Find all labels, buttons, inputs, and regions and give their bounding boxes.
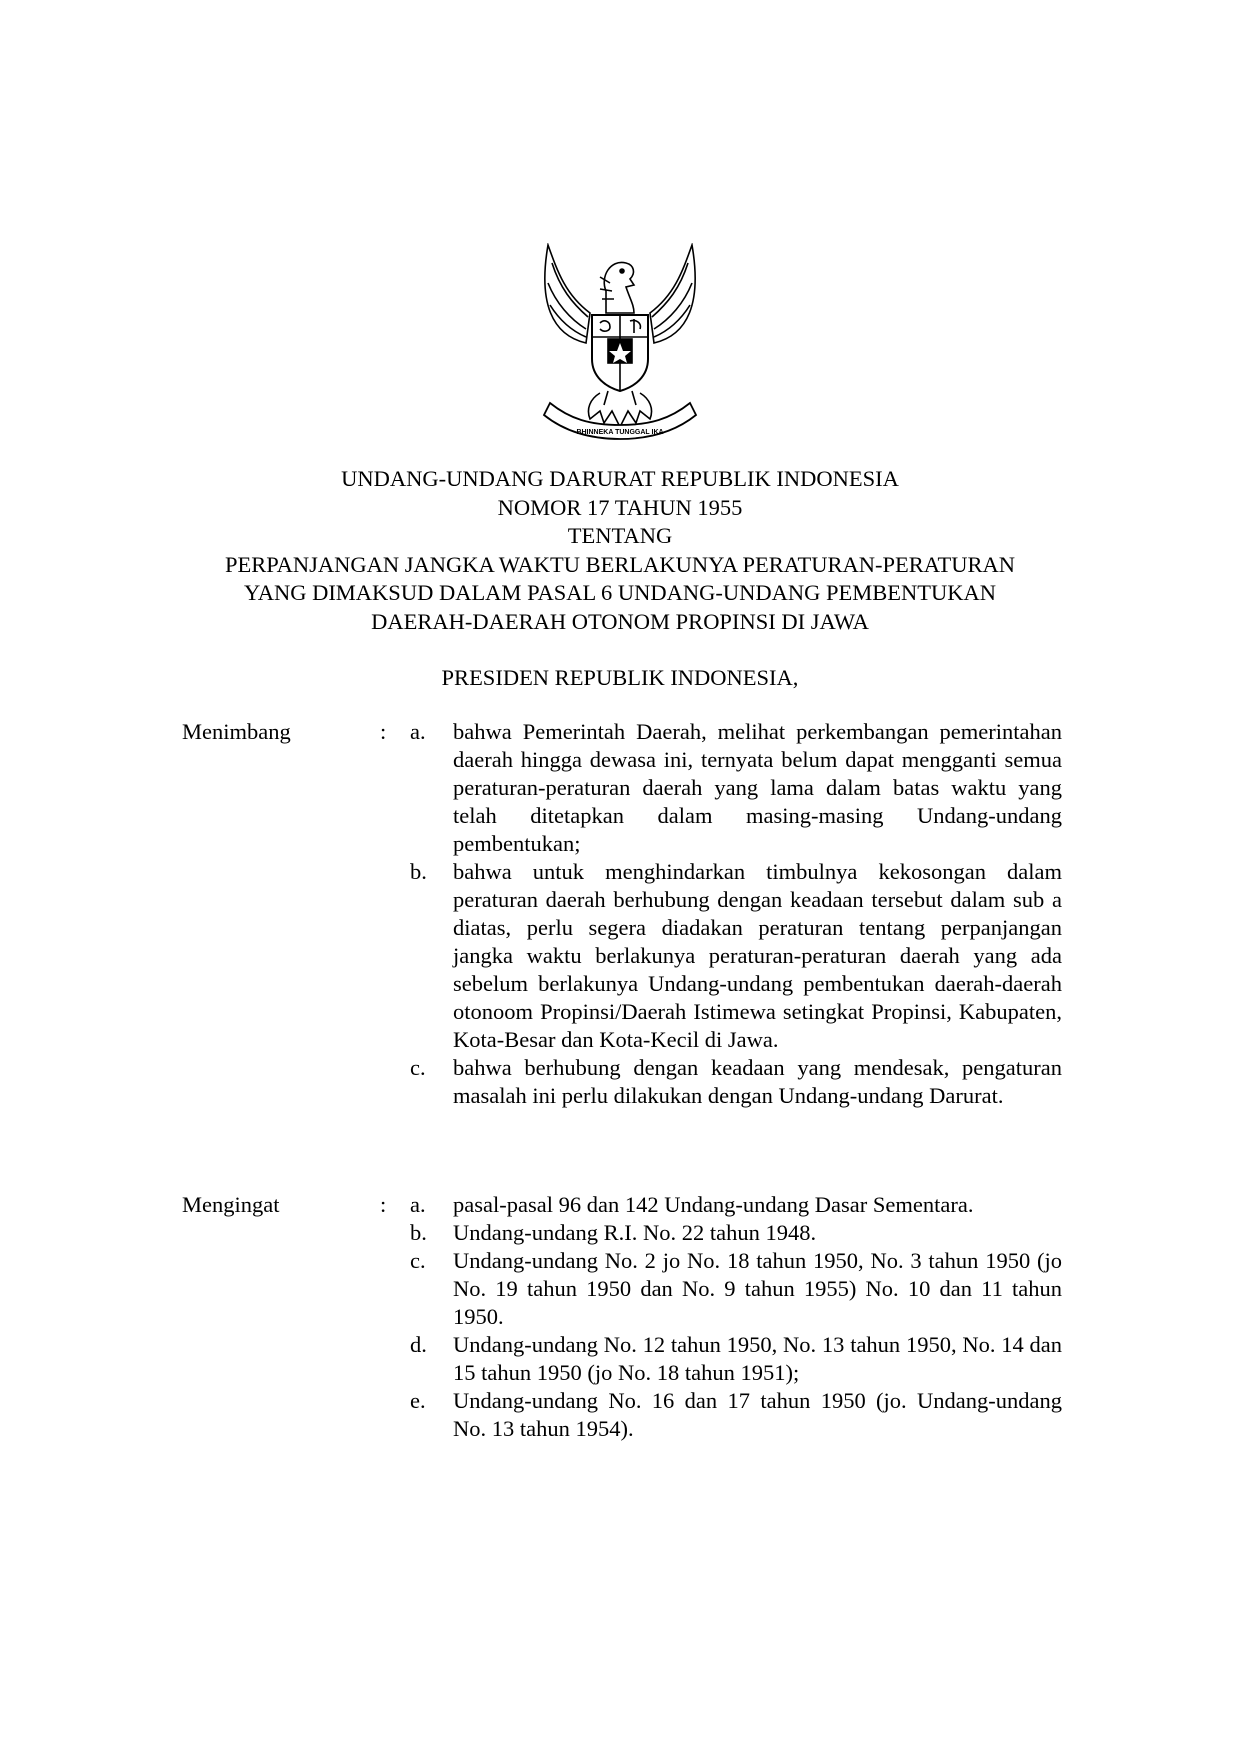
item-letter: b.	[410, 1220, 427, 1245]
item-text: Undang-undang No. 2 jo No. 18 tahun 1950, No. 3 tahun 1950 (jo No. 19 tahun 1950 dan No. 9 tahun 1955) No. 10 dan 11 tahun 1950.	[453, 1248, 1062, 1329]
title-line: YANG DIMAKSUD DALAM PASAL 6 UNDANG-UNDANG PEMBENTUKAN	[243, 580, 997, 605]
garuda-emblem	[530, 243, 710, 443]
list-item	[182, 1191, 1062, 1219]
item-text: bahwa Pemerintah Daerah, melihat perkembangan pemerintahan daerah hingga dewasa ini, ternyata belum dapat mengganti semua peraturan-peraturan daerah yang lama dalam batas waktu yang telah ditetapkan dalam masing-masing Undang-undang pembentukan;	[453, 719, 1062, 856]
item-text: bahwa untuk menghindarkan timbulnya kekosongan dalam peraturan daerah berhubung dengan keadaan tersebut dalam sub a diatas, perlu segera diadakan peraturan tentang perpanjangan jangka waktu berlakunya peraturan-peraturan daerah yang ada sebelum berlakunya Undang-undang pembentukan daerah-daerah otonoom Propinsi/Daerah Istimewa setingkat Propinsi, Kabupaten, Kota-Besar dan Kota-Kecil di Jawa.	[453, 859, 1062, 1052]
item-letter: c.	[410, 1248, 426, 1273]
list-item	[182, 1219, 1062, 1247]
item-letter: c.	[410, 1055, 426, 1080]
list-item	[182, 1387, 1062, 1443]
title-line: TENTANG	[567, 523, 673, 548]
item-letter: e.	[410, 1388, 426, 1413]
section-label: Menimbang	[182, 719, 291, 744]
list-item	[182, 1247, 1062, 1331]
list-item	[182, 718, 1062, 858]
item-text: pasal-pasal 96 dan 142 Undang-undang Dasar Sementara.	[453, 1192, 974, 1217]
list-item	[182, 1054, 1062, 1110]
item-text: Undang-undang No. 16 dan 17 tahun 1950 (jo. Undang-undang No. 13 tahun 1954).	[453, 1388, 1062, 1441]
section-colon: :	[380, 1192, 387, 1217]
title-line: DAERAH-DAERAH OTONOM PROPINSI DI JAWA	[371, 608, 869, 634]
item-text: Undang-undang R.I. No. 22 tahun 1948.	[453, 1220, 817, 1245]
title-line: UNDANG-UNDANG DARURAT REPUBLIK INDONESIA	[341, 466, 899, 491]
list-item	[182, 1331, 1062, 1387]
section-label: Mengingat	[182, 1192, 280, 1217]
item-letter: b.	[410, 859, 427, 884]
title-line: PERPANJANGAN JANGKA WAKTU BERLAKUNYA PERATURAN-PERATURAN	[224, 551, 1016, 577]
title-line: NOMOR 17 TAHUN 1955	[497, 494, 743, 520]
item-text: bahwa berhubung dengan keadaan yang mendesak, pengaturan masalah ini perlu dilakukan dengan Undang-undang Darurat.	[453, 1055, 1062, 1108]
item-letter: a.	[410, 719, 426, 744]
emblem-motto: BHINNEKA TUNGGAL IKA	[576, 429, 664, 436]
president-heading: PRESIDEN REPUBLIK INDONESIA,	[441, 665, 799, 690]
item-letter: a.	[410, 1192, 426, 1217]
item-letter: d.	[410, 1332, 427, 1357]
list-item	[182, 858, 1062, 1054]
item-text: Undang-undang No. 12 tahun 1950, No. 13 tahun 1950, No. 14 dan 15 tahun 1950 (jo No. 18 tahun 1951);	[453, 1332, 1062, 1385]
section-colon: :	[380, 719, 387, 744]
document-title	[150, 465, 1090, 636]
